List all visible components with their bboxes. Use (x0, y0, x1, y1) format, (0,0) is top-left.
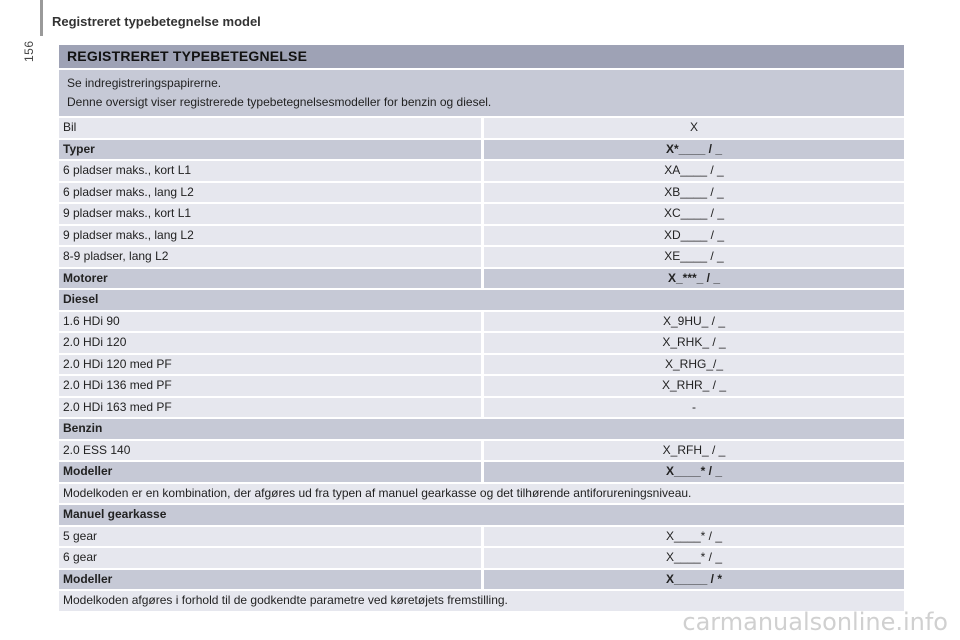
row-label: Modeller (59, 570, 481, 590)
row-label: 2.0 HDi 136 med PF (59, 376, 481, 396)
group-heading: Manuel gearkasse (59, 503, 904, 525)
row-value: X____* / _ (481, 527, 904, 547)
row-value: XD____ / _ (481, 226, 904, 246)
row-label: 6 pladser maks., kort L1 (59, 161, 481, 181)
row-value: X_RFH_ / _ (481, 441, 904, 461)
row-label: 6 gear (59, 548, 481, 568)
section-intro (59, 68, 904, 116)
table-row (59, 138, 904, 160)
table-row (59, 396, 904, 418)
table-row (59, 159, 904, 181)
row-value: X_9HU_ / _ (481, 312, 904, 332)
intro-line: Denne oversigt viser registrerede typebetegnelsesmodeller for benzin og diesel. (67, 95, 492, 109)
group-heading: Diesel (59, 288, 904, 310)
row-label: 5 gear (59, 527, 481, 547)
table-row (59, 116, 904, 138)
row-label: 2.0 ESS 140 (59, 441, 481, 461)
row-label: 6 pladser maks., lang L2 (59, 183, 481, 203)
page-edge-bar (40, 0, 43, 36)
row-value: XE____ / _ (481, 247, 904, 267)
table-row (59, 267, 904, 289)
row-label: Bil (59, 118, 481, 138)
row-value: - (481, 398, 904, 418)
row-label: Modeller (59, 462, 481, 482)
row-value: XC____ / _ (481, 204, 904, 224)
row-value: X*____ / _ (481, 140, 904, 160)
section-title: REGISTRERET TYPEBETEGNELSE (59, 45, 904, 68)
row-label: Typer (59, 140, 481, 160)
row-label: 2.0 HDi 120 med PF (59, 355, 481, 375)
table-row (59, 202, 904, 224)
intro-line: Se indregistreringspapirerne. (67, 76, 222, 90)
table-row (59, 331, 904, 353)
row-value: X_RHK_ / _ (481, 333, 904, 353)
table-row (59, 181, 904, 203)
row-value: X_RHR_ / _ (481, 376, 904, 396)
row-value: X_***_ / _ (481, 269, 904, 289)
table-row (59, 353, 904, 375)
row-label: 9 pladser maks., lang L2 (59, 226, 481, 246)
row-label: 2.0 HDi 120 (59, 333, 481, 353)
row-value: X (481, 118, 904, 138)
table-row (59, 546, 904, 568)
table-row (59, 439, 904, 461)
page-number: 156 (22, 40, 36, 62)
row-label: 2.0 HDi 163 med PF (59, 398, 481, 418)
note-row: Modelkoden er en kombination, der afgøres ud fra typen af manuel gearkasse og det tilhørende antiforureningsniveau. (59, 482, 904, 504)
page-header-title: Registreret typebetegnelse model (52, 14, 261, 29)
row-value: X____* / _ (481, 548, 904, 568)
watermark: carmanualsonline.info (682, 608, 948, 636)
table-row (59, 568, 904, 590)
note-row: Modelkoden afgøres i forhold til de godkendte parametre ved køretøjets fremstilling. (59, 589, 904, 611)
document-table (59, 45, 904, 611)
row-label: 8-9 pladser, lang L2 (59, 247, 481, 267)
table-row (59, 525, 904, 547)
table-row (59, 310, 904, 332)
row-value: X____* / _ (481, 462, 904, 482)
row-value: X_RHG_/_ (481, 355, 904, 375)
table-row (59, 224, 904, 246)
table-row (59, 460, 904, 482)
row-label: 9 pladser maks., kort L1 (59, 204, 481, 224)
table-row (59, 245, 904, 267)
row-label: Motorer (59, 269, 481, 289)
row-value: XB____ / _ (481, 183, 904, 203)
table-body (59, 116, 904, 611)
table-row (59, 374, 904, 396)
group-heading: Benzin (59, 417, 904, 439)
row-label: 1.6 HDi 90 (59, 312, 481, 332)
row-value: X_____ / * (481, 570, 904, 590)
row-value: XA____ / _ (481, 161, 904, 181)
